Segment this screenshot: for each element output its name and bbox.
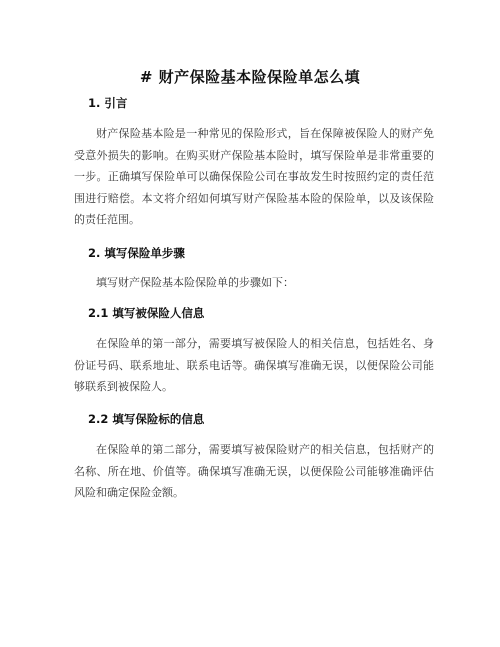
paragraph-steps: 填写财产保险基本险保险单的步骤如下：	[96, 276, 294, 289]
section-heading-intro: 1. 引言	[88, 96, 128, 110]
section-heading-insured-info: 2.1 填写被保险人信息	[88, 306, 205, 320]
page-title: # 财产保险基本险保险单怎么填	[139, 68, 361, 86]
paragraph-insured-info: 在保险单的第一部分，需要填写被保险人的相关信息，包括姓名、身份证号码、联系地址、联系电话等。确保填写准确无误，以便保险公司能够联系到被保险人。	[74, 337, 434, 393]
section-heading-subject-info: 2.2 填写保险标的信息	[88, 412, 205, 426]
section-heading-steps: 2. 填写保险单步骤	[88, 246, 185, 260]
paragraph-subject-info: 在保险单的第二部分，需要填写被保险财产的相关信息，包括财产的名称、所在地、价值等。确保填写准确无误，以便保险公司能够准确评估风险和确定保险金额。	[74, 443, 434, 499]
paragraph-intro: 财产保险基本险是一种常见的保险形式，旨在保障被保险人的财产免受意外损失的影响。在购买财产保险基本险时，填写保险单是非常重要的一步。正确填写保险单可以确保保险公司在事故发生时按照约定的责任范围进行赔偿。本文将介绍如何填写财产保险基本险的保险单，以及该保险的责任范围。	[74, 127, 434, 226]
